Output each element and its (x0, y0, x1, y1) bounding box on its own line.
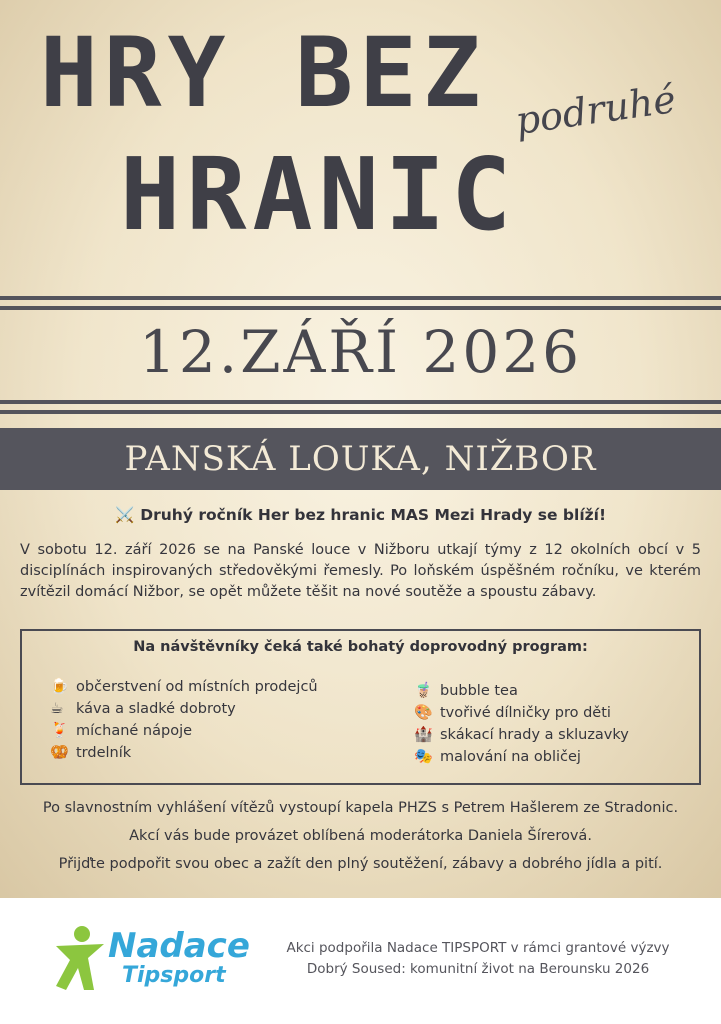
list-item: 🍺 občerstvení od místních prodejců (50, 677, 318, 695)
divider-bottom-2 (0, 410, 721, 414)
tipsport-figure-icon (52, 924, 108, 994)
list-item: 🎭 malování na obličej (414, 747, 581, 765)
crossed-swords-icon: ⚔️ (114, 506, 135, 524)
castle-icon: 🏰 (414, 725, 433, 743)
lead-text: Druhý ročník Her bez hranic MAS Mezi Hrady se blíží! (140, 506, 607, 524)
program-title: Na návštěvníky čeká také bohatý doprovodný program: (133, 639, 588, 655)
event-date: 12.ZÁŘÍ 2026 (138, 318, 583, 386)
beer-icon: 🍺 (50, 677, 69, 695)
list-item: 🥨 trdelník (50, 743, 132, 761)
sponsor-footer (0, 898, 721, 1024)
title-line-2: HRANIC (120, 136, 518, 253)
divider-top-1 (0, 296, 721, 300)
lead-line (0, 506, 721, 524)
list-item: ☕ káva a sladké dobroty (50, 699, 236, 717)
title-line-1: HRY BEZ (40, 17, 487, 129)
list-item: 🧋 bubble tea (414, 681, 518, 699)
program-list-left (50, 675, 318, 763)
divider-bottom-1 (0, 400, 721, 404)
list-item: 🏰 skákací hrady a skluzavky (414, 725, 629, 743)
coffee-icon: ☕ (50, 699, 64, 717)
location-banner (0, 428, 721, 490)
event-location: PANSKÁ LOUKA, NIŽBOR (124, 439, 597, 479)
cocktail-icon: 🍹 (50, 721, 69, 739)
logo-name: Nadace (108, 926, 250, 966)
palette-icon: 🎨 (414, 703, 433, 721)
sponsor-text (263, 938, 693, 980)
bubble-tea-icon: 🧋 (414, 681, 433, 699)
program-box (20, 629, 701, 785)
sponsor-line-1: Akci podpořila Nadace TIPSPORT v rámci grantové výzvy (286, 940, 670, 956)
logo-subname: Tipsport (122, 963, 226, 988)
intro-paragraph: V sobotu 12. září 2026 se na Panské louce v Nižboru utkají týmy z 12 okolních obcí v 5 disciplínách inspirovaných středověkými řemesly. Po loňském úspěšném ročníku, ve kterém zvítězil domácí Nižbor, se opět můžete těšit na nové soutěže a spoustu zábavy. (20, 542, 701, 600)
divider-top-2 (0, 306, 721, 310)
pretzel-icon: 🥨 (50, 743, 69, 761)
list-item: 🍹 míchané nápoje (50, 721, 193, 739)
list-item: 🎨 tvořivé dílničky pro děti (414, 703, 611, 721)
invite-paragraph: Přijďte podpořit svou obec a zažít den plný soutěžení, zábavy a dobrého jídla a pití. (58, 856, 663, 872)
title-subtitle: podruhé (512, 77, 679, 143)
band-paragraph: Po slavnostním vyhlášení vítězů vystoupí kapela PHZS s Petrem Hašlerem ze Stradonic. (42, 800, 679, 816)
sponsor-line-2: Dobrý Soused: komunitní život na Berounsku 2026 (306, 961, 650, 977)
program-list-right (414, 679, 629, 767)
masks-icon: 🎭 (414, 747, 433, 765)
host-paragraph: Akcí vás bude provázet oblíbená moderátorka Daniela Šírerová. (129, 828, 592, 844)
